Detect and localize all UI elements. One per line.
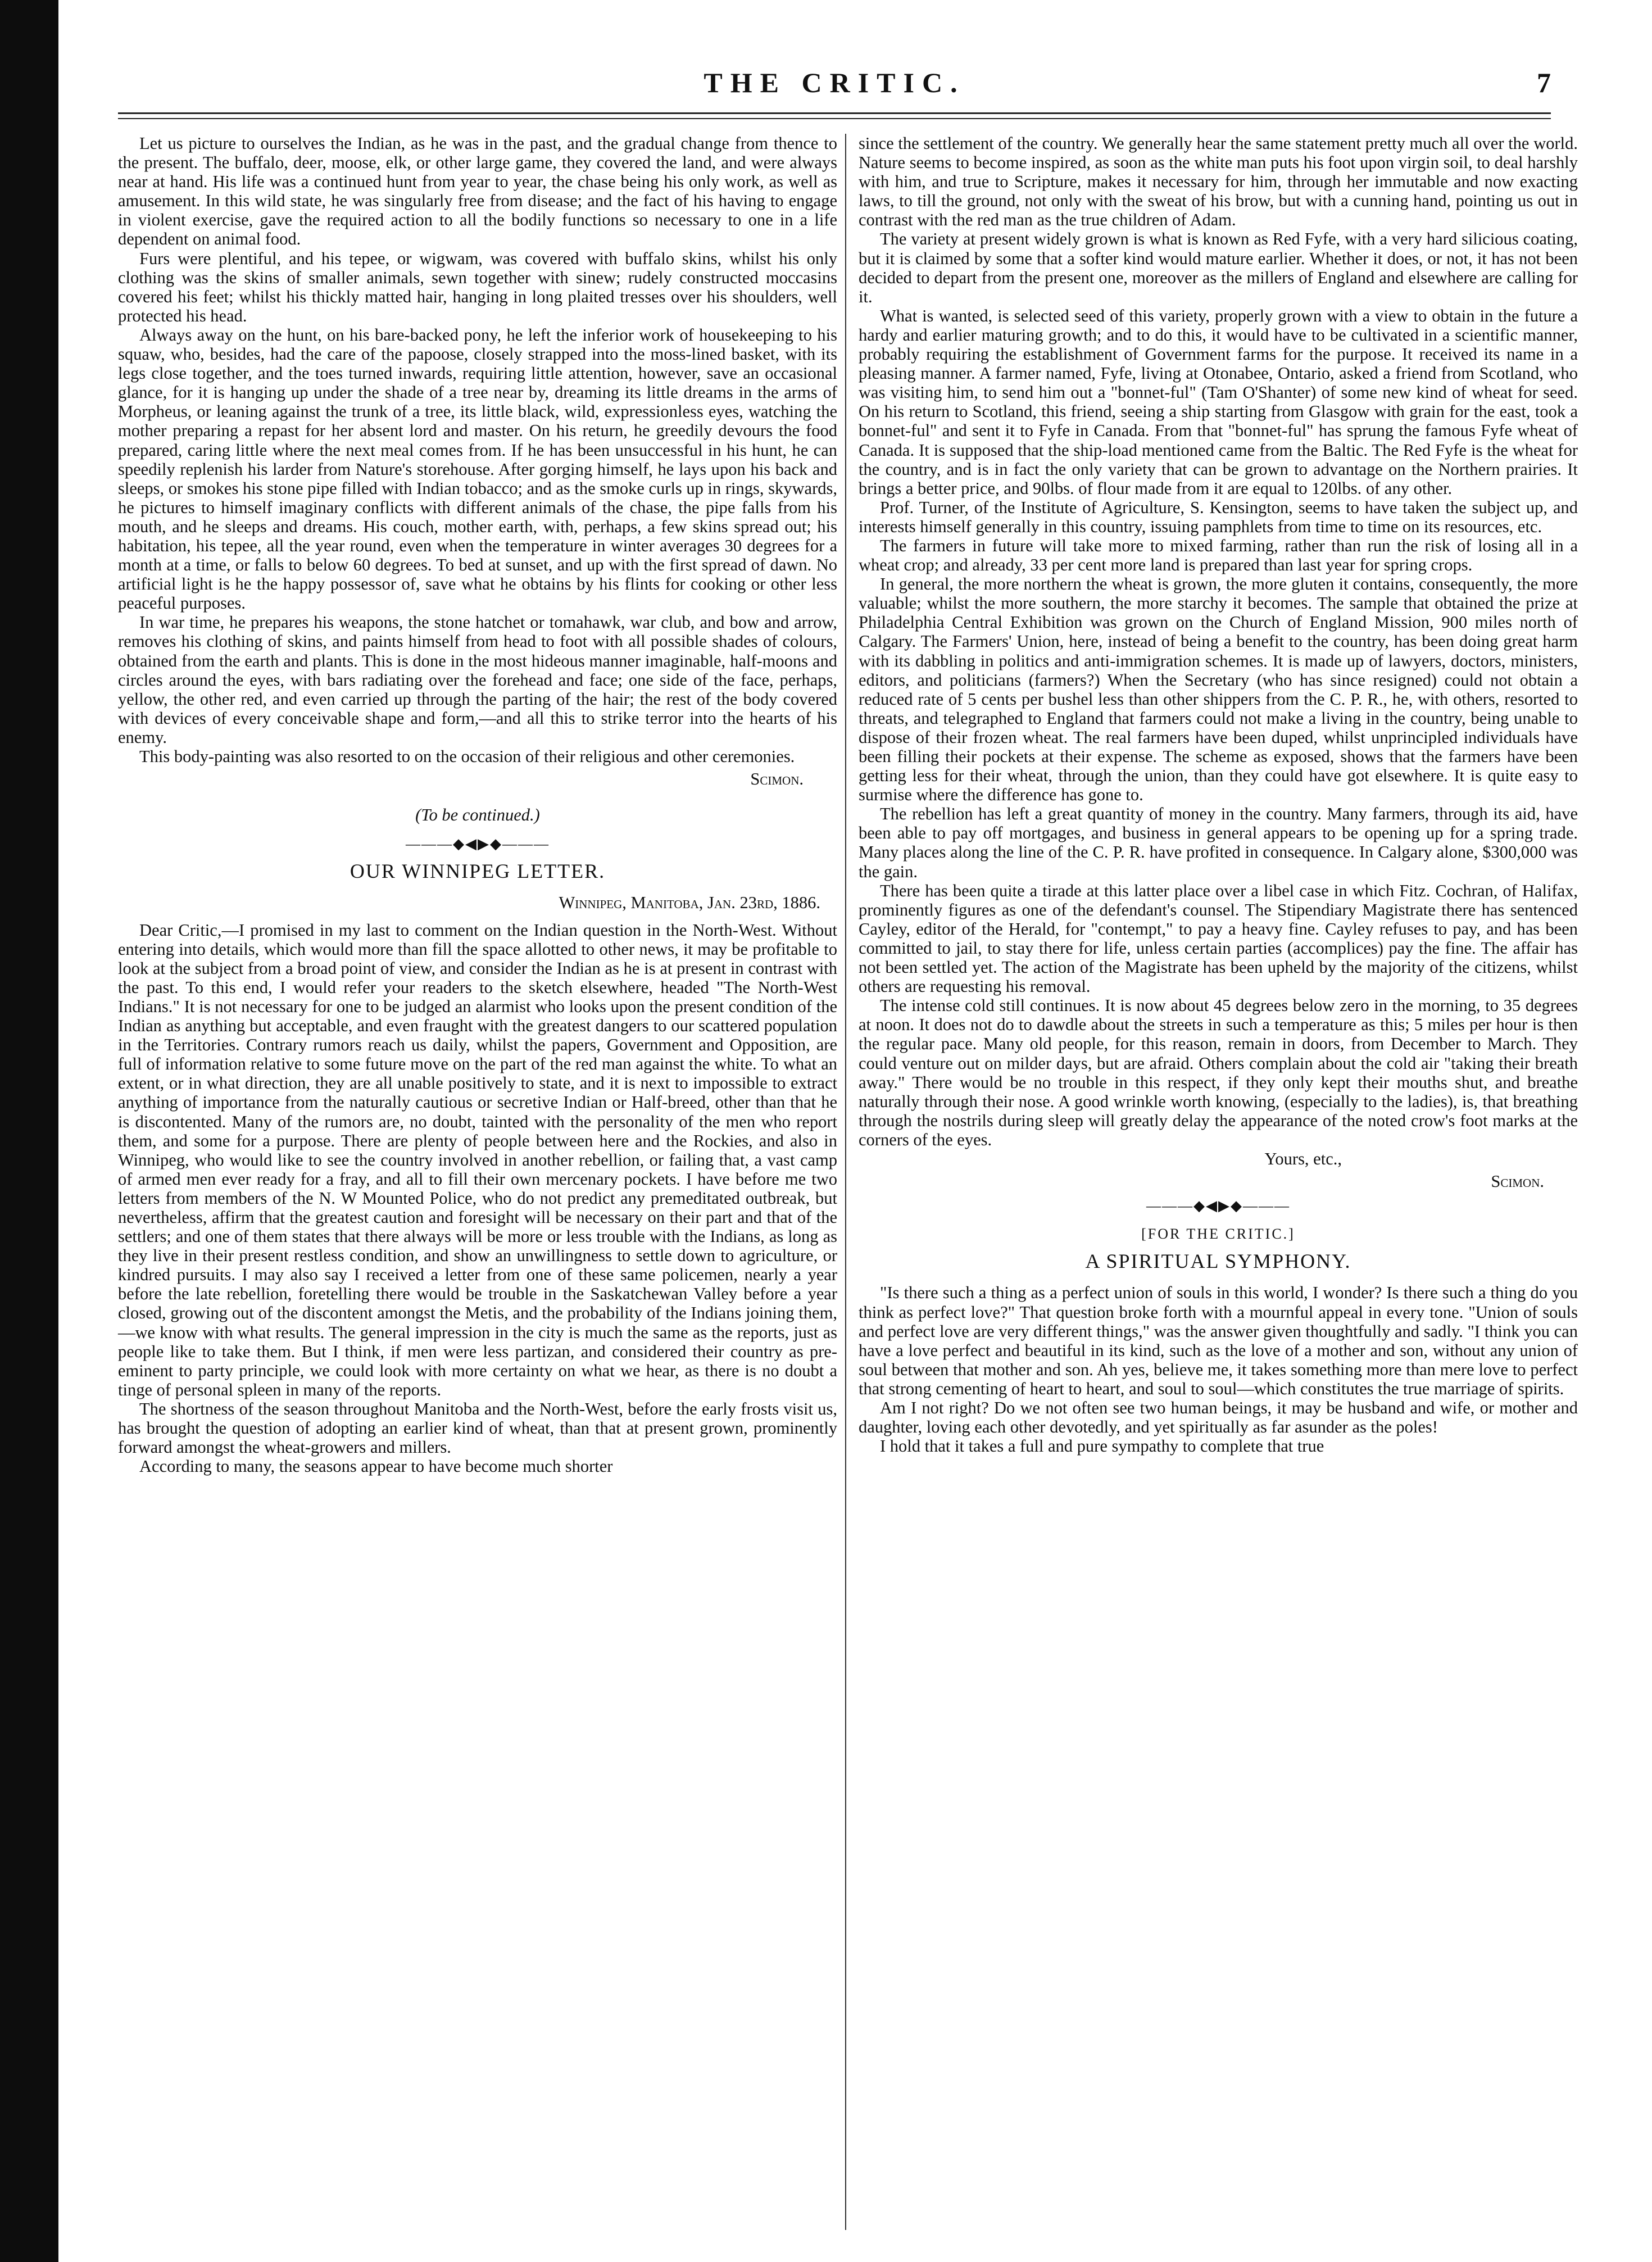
left-column <box>118 134 837 1476</box>
paragraph: The variety at present widely grown is what is known as Red Fyfe, with a very hard silicious coating, but it is claimed by some that a softer kind would mature earlier. Whether it does, or not, it has not been decided to depart from the present one, moreover as the millers of England and elsewhere are calling for it. <box>859 229 1578 306</box>
paragraph: "Is there such a thing as a perfect union of souls in this world, I wonder? Is there such a thing do you think as perfect love?" That question broke forth with a mournful appeal in every tone. "Union of souls and perfect love are very different things," was the answer given thoughtfully and sadly. "I think you can have a love perfect and beautiful in its kind, such as the love of a mother and son, without any union of soul between that mother and son. Ah yes, believe me, it takes something more than mere love to perfect that strong cementing of heart to heart, and soul to soul—which constitutes the true marriage of spirits. <box>859 1283 1578 1398</box>
paragraph: The shortness of the season throughout Manitoba and the North-West, before the early frosts visit us, has brought the question of adopting an earlier kind of wheat, than that at present grown, prominently forward amongst the wheat-growers and millers. <box>118 1399 837 1457</box>
page-number: 7 <box>1537 67 1551 98</box>
to-be-continued: (To be continued.) <box>415 805 540 825</box>
paragraph: According to many, the seasons appear to have become much shorter <box>139 1457 613 1476</box>
masthead-title: THE CRITIC. <box>704 67 965 98</box>
header-rule <box>118 112 1551 114</box>
header-rule-thin <box>118 118 1551 119</box>
for-the-critic: [FOR THE CRITIC.] <box>1141 1226 1295 1243</box>
author-signature: Scimon. <box>1491 1172 1544 1191</box>
right-column <box>859 134 1578 1456</box>
ornament-divider <box>118 835 837 854</box>
article-title: OUR WINNIPEG LETTER. <box>350 860 606 883</box>
paragraph: In war time, he prepares his weapons, the stone hatchet or tomahawk, war club, and bow and arrow, removes his clothing of skins, and paints himself from head to foot with all possible shades of colours, obtained from the earth and plants. This is done in the most hideous manner imaginable, half-moons and circles around the eyes, with bars radiating over the forehead and face; one side of the face, perhaps, yellow, the other red, and even carried up through the parting of the hair; the rest of the body covered with devices of every conceivable shape and form,—and all this to strike terror into the hearts of his enemy. <box>118 613 837 747</box>
paragraph: Let us picture to ourselves the Indian, as he was in the past, and the gradual change from thence to the present. The buffalo, deer, moose, elk, or other large game, they covered the land, and were always near at hand. His life was a continued hunt from year to year, the chase being his only work, as well as amusement. In this wild state, he was singularly free from disease; and the fact of his having to engage in violent exercise, gave the required action to all the bodily functions so necessary to one in a life dependent on animal food. <box>118 134 837 249</box>
paragraph: Prof. Turner, of the Institute of Agriculture, S. Kensington, seems to have taken the subject up, and interests himself generally in this country, issuing pamphlets from time to time on its resources, etc. <box>859 497 1578 536</box>
paragraph: The rebellion has left a great quantity of money in the country. Many farmers, through its aid, have been able to pay off mortgages, and business in general appears to be opening up for a spring trade. Many places along the line of the C. P. R. have profited in consequence. In Calgary alone, $300,000 was the gain. <box>859 804 1578 881</box>
paragraph: In general, the more northern the wheat is grown, the more gluten it contains, consequently, the more valuable; whilst the more southern, the more starchy it becomes. The sample that obtained the prize at Philadelphia Central Exhibition was grown on the Church of England Mission, 900 miles north of Calgary. The Farmers' Union, here, instead of being a benefit to the country, has been doing great harm with its dabbling in politics and anti-immigration schemes. It is made up of lawyers, doctors, ministers, editors, and politicians (farmers?) When the Secretary (who has since resigned) could not obtain a reduced rate of 5 cents per bushel less than other shippers from the C. P. R., he, with others, resorted to threats, and telegraphed to England that farmers could not make a living in the country, being unable to dispose of their frozen wheat. The real farmers have been duped, whilst unprincipled individuals have been filling their pockets at their expense. The scheme as exposed, shows that the farmers have been getting less for their wheat, through the union, than they could have got elsewhere. It is quite easy to surmise where the difference has gone to. <box>859 574 1578 805</box>
paragraph: The intense cold still continues. It is now about 45 degrees below zero in the morning, to 35 degrees at noon. It does not do to dawdle about the streets in such a temperature as this; 5 miles per hour is then the regular pace. Many old people, for this reason, remain in doors, from December to March. They could venture out on milder days, but are afraid. Others complain about the cold air "taking their breath away." There would be no trouble in this respect, if they only kept their mouths shut, and breathe naturally through their nose. A good wrinkle worth knowing, (especially to the ladies), is, that breathing through the nostrils during sleep will greatly delay the appearance of the noted crow's foot marks at the corners of the eyes. <box>859 996 1578 1149</box>
author-signature: Scimon. <box>750 769 804 789</box>
paragraph: I hold that it takes a full and pure sympathy to complete that true <box>880 1436 1324 1456</box>
column-rule <box>845 134 846 2230</box>
closing: Yours, etc., <box>1264 1149 1342 1168</box>
paragraph: This body-painting was also resorted to on the occasion of their religious and other ceremonies. <box>139 747 795 766</box>
article-title: A SPIRITUAL SYMPHONY. <box>1085 1250 1351 1273</box>
paragraph: The farmers in future will take more to mixed farming, rather than run the risk of losing all in a wheat crop; and already, 33 per cent more land is prepared than last year for spring crops. <box>859 536 1578 575</box>
paragraph: What is wanted, is selected seed of this variety, properly grown with a view to obtain in the future a hardy and earlier maturing growth; and to do this, it would have to be cultivated in a scientific manner, probably requiring the establishment of Government farms for the purpose. It received its name in a pleasing manner. A farmer named, Fyfe, living at Otonabee, Ontario, asked a friend from Scotland, who was visiting him, to send him out a "bonnet-ful" (Tam O'Shanter) of some new kind of wheat for seed. On his return to Scotland, this friend, seeing a ship starting from Glasgow with grain for the east, took a bonnet-ful" and sent it to Fyfe in Canada. From that "bonnet-ful" has sprung the famous Fyfe wheat of Canada. It is supposed that the ship-load mentioned came from the Baltic. The Red Fyfe is the wheat for the country, and is in fact the only variety that can be grown to advantage on the Northern prairies. It brings a better price, and 90lbs. of flour made from it are equal to 120lbs. of any other. <box>859 306 1578 498</box>
dateline: Winnipeg, Manitoba, Jan. 23rd, 1886. <box>559 893 820 913</box>
masthead <box>118 66 1551 111</box>
paragraph: There has been quite a tirade at this latter place over a libel case in which Fitz. Cochran, of Halifax, prominently figures as one of the defendant's counsel. The Stipendiary Magistrate there has sentenced Cayley, editor of the Herald, for "contempt," to pay a heavy fine. Cayley refuses to pay, and has been committed to jail, to stay there for life, unless certain parties (accomplices) pay the fine. The affair has not been settled yet. The action of the Magistrate has been upheld by the majority of the citizens, whilst others are requesting his removal. <box>859 881 1578 996</box>
paragraph: Always away on the hunt, on his bare-backed pony, he left the inferior work of housekeeping to his squaw, who, besides, had the care of the papoose, closely strapped into the moss-lined basket, with its legs close together, and the toes turned inwards, requiring little attention, however, save an occasional glance, for it is hanging up under the shade of a tree near by, dreaming its little dreams in the arms of Morpheus, or leaning against the trunk of a tree, its little black, wild, expressionless eyes, watching the mother preparing a repast for her absent lord and master. On his return, he greedily devours the food prepared, caring little where the next meal comes from. If he has been unsuccessful in his hunt, he can speedily replenish his larder from Nature's storehouse. After gorging himself, he lays upon his back and sleeps, or smokes his stone pipe filled with Indian tobacco; and as the smoke curls up in rings, skywards, he pictures to himself imaginary conflicts with different animals of the chase, the pipe falls from his mouth, and he sleeps and dreams. His couch, mother earth, with, perhaps, a few skins spread out; his habitation, his tepee, all the year round, even when the temperature in winter averages 30 degrees for a month at a time, or falls to below 60 degrees. To bed at sunset, and up with the first spread of dawn. No artificial light is he the happy possessor of, save what he obtains by his flints for cooking or other less peaceful purposes. <box>118 325 837 613</box>
scan-edge <box>0 0 58 2262</box>
paragraph: Dear Critic,—I promised in my last to comment on the Indian question in the North-West. Without entering into details, which would more than fill the space allotted to other news, it may be profitable to look at the subject from a broad point of view, and consider the Indian as he is at present in contrast with the past. To this end, I would refer your readers to the sketch elsewhere, headed "The North-West Indians." It is not necessary for one to be judged an alarmist who looks upon the present condition of the Indian as anything but acceptable, and even fraught with the greatest dangers to our scattered population in the Territories. Contrary rumors reach us daily, whilst the papers, Government and Opposition, are full of information relative to some future move on the part of the red man against the white. To what an extent, or in what direction, they are all unable positively to state, and it is next to impossible to extract anything of importance from the naturally cautious or secretive Indian or Half-breed, other than that he is discontented. Many of the rumors are, no doubt, tainted with the personality of the men who report them, and some for a purpose. There are plenty of people between here and the Rockies, and also in Winnipeg, who would like to see the country involved in another rebellion, or failing that, a vast camp of armed men ever ready for a fray, and all to fill their own mercenary pockets. I have before me two letters from members of the N. W Mounted Police, who do not predict any premeditated outbreak, but nevertheless, affirm that the greatest caution and foresight will be necessary on their part and that of the settlers; and one of them states that there always will be more or less trouble with the Indians, as long as they live in their present restless condition, and show an unwillingness to settle down to agriculture, or kindred pursuits. I may also say I received a letter from one of these same policemen, nearly a year before the late rebellion, foretelling there would be trouble in the Saskatchewan Valley before a year closed, growing out of the discontent amongst the Metis, and the probability of the Indians joining them,—we know with what results. The general impression in the city is much the same as the reports, just as people like to take them. But I think, if men were less partizan, and considered their country as pre-eminent to party principle, we could look with more certainty on what we hear, as there is no doubt a tinge of personal spleen in many of the reports. <box>118 920 837 1399</box>
paragraph: since the settlement of the country. We generally hear the same statement pretty much all over the world. Nature seems to become inspired, as soon as the white man puts his foot upon virgin soil, to deal harshly with him, and true to Scripture, makes it necessary for him, through her immutable and now exacting laws, to till the ground, not only with the sweat of his brow, but with a cunning hand, pointing us out in contrast with the red man as the true children of Adam. <box>859 134 1578 230</box>
ornament-divider <box>859 1196 1578 1216</box>
paragraph: Am I not right? Do we not often see two human beings, it may be husband and wife, or mother and daughter, loving each other devotedly, and yet spiritually as far asunder as the poles! <box>859 1398 1578 1437</box>
paragraph: Furs were plentiful, and his tepee, or wigwam, was covered with buffalo skins, whilst his only clothing was the skins of smaller animals, sewn together with sinew; rudely constructed moccasins covered his feet; whilst his thickly matted hair, hanging in long plaited tresses over his shoulders, well protected his head. <box>118 248 837 325</box>
